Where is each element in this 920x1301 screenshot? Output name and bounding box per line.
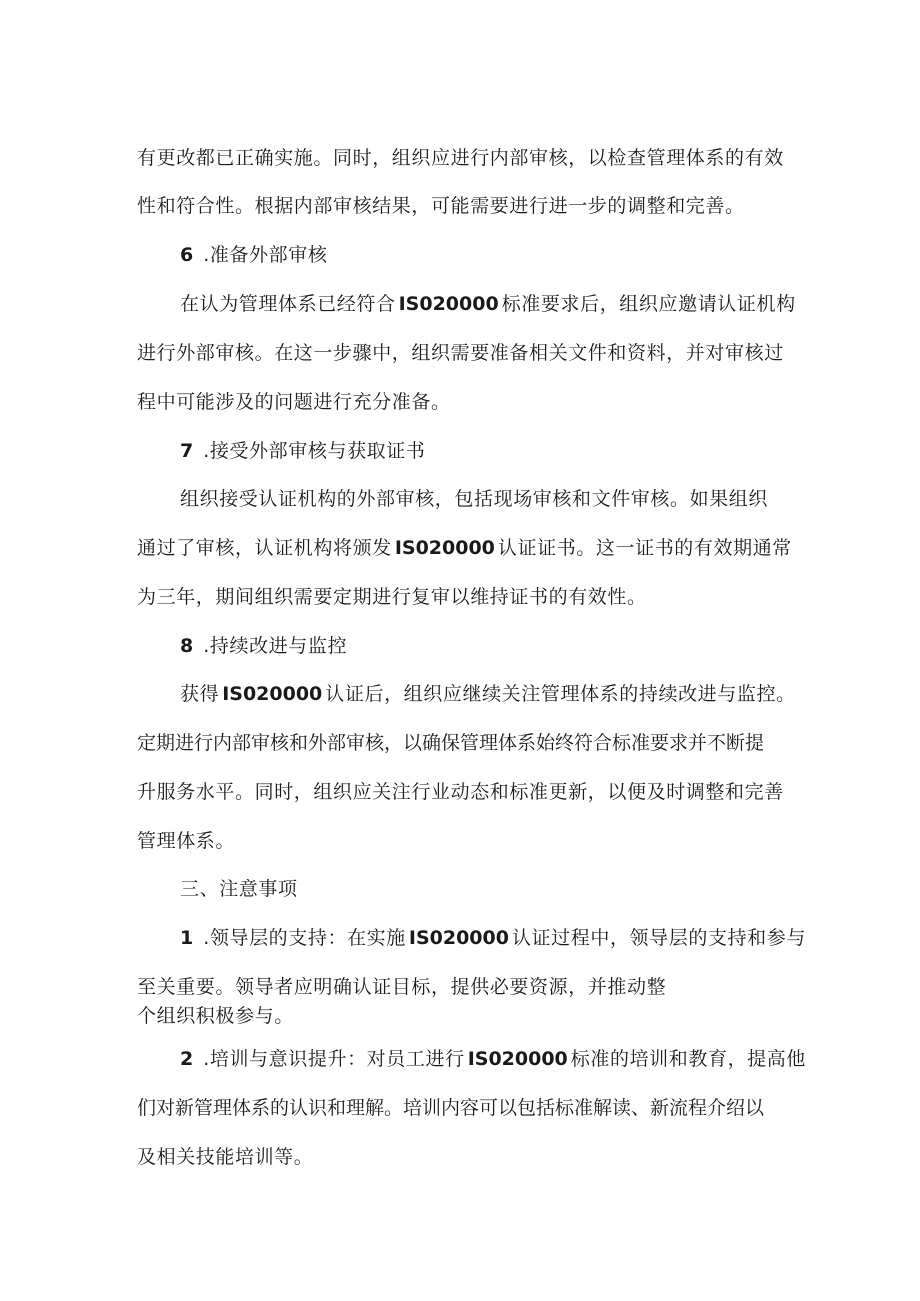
- text-span: 认证证书。这一证书的有效期通常: [497, 537, 792, 559]
- paragraph-line: 进行外部审核。在这一步骤中，组织需要准备相关文件和资料，并对审核过: [137, 342, 784, 364]
- paragraph-line: 个组织积极参与。: [137, 1005, 294, 1027]
- paragraph-line: [180, 682, 860, 706]
- paragraph-line: 升服务水平。同时，组织应关注行业动态和标准更新，以便及时调整和完善: [137, 781, 784, 803]
- paragraph-line: 至关重要。领导者应明确认证目标，提供必要资源，并推动整: [137, 976, 667, 998]
- iso-code: IS020000: [394, 537, 495, 559]
- section-title: .接受外部审核与获取证书: [203, 440, 426, 462]
- text-span: 标准要求后，组织应邀请认证机构: [501, 293, 796, 315]
- note-item-2: [180, 1047, 860, 1071]
- note-number: 2: [180, 1048, 194, 1070]
- note-item-1: [180, 926, 860, 950]
- section-title: .持续改进与监控: [203, 635, 348, 657]
- text-span: 标准的培训和教育，提高他: [570, 1048, 806, 1070]
- paragraph-line: 管理体系。: [137, 830, 236, 852]
- iso-code: IS020000: [222, 683, 323, 705]
- paragraph-line: 及相关技能培训等。: [137, 1146, 314, 1168]
- paragraph-line: 有更改都已正确实施。同时，组织应进行内部审核，以检查管理体系的有效: [137, 147, 784, 169]
- text-span: 认证过程中，领导层的支持和参与: [511, 927, 806, 949]
- section-number: 7: [180, 440, 194, 462]
- paragraph-line: [180, 292, 860, 316]
- iso-code: IS020000: [398, 293, 499, 315]
- section-heading-8: [180, 634, 860, 658]
- text-span: 通过了审核，认证机构将颁发: [137, 537, 392, 559]
- paragraph-line: 定期进行内部审核和外部审核，以确保管理体系始终符合标准要求并不断提: [137, 732, 765, 754]
- note-number: 1: [180, 927, 194, 949]
- section-number: 6: [180, 244, 194, 266]
- text-span: 在认为管理体系已经符合: [180, 293, 396, 315]
- text-span: 获得: [180, 683, 220, 705]
- section-heading-6: [180, 243, 860, 267]
- paragraph-line: 组织接受认证机构的外部审核，包括现场审核和文件审核。如果组织: [180, 488, 769, 510]
- chapter-heading: 三、注意事项: [180, 878, 298, 900]
- section-title: .准备外部审核: [203, 244, 328, 266]
- paragraph-line: 性和符合性。根据内部审核结果，可能需要进行进一步的调整和完善。: [137, 195, 745, 217]
- iso-code: IS020000: [408, 927, 509, 949]
- iso-code: IS020000: [467, 1048, 568, 1070]
- section-number: 8: [180, 635, 194, 657]
- section-heading-7: [180, 439, 860, 463]
- text-span: .领导层的支持：在实施: [203, 927, 406, 949]
- paragraph-line: 程中可能涉及的问题进行充分准备。: [137, 391, 451, 413]
- paragraph-line: [137, 536, 817, 560]
- text-span: 认证后，组织应继续关注管理体系的持续改进与监控。: [325, 683, 796, 705]
- text-span: .培训与意识提升：对员工进行: [203, 1048, 465, 1070]
- paragraph-line: 们对新管理体系的认识和理解。培训内容可以包括标准解读、新流程介绍以: [137, 1097, 765, 1119]
- paragraph-line: 为三年，期间组织需要定期进行复审以维持证书的有效性。: [137, 586, 647, 608]
